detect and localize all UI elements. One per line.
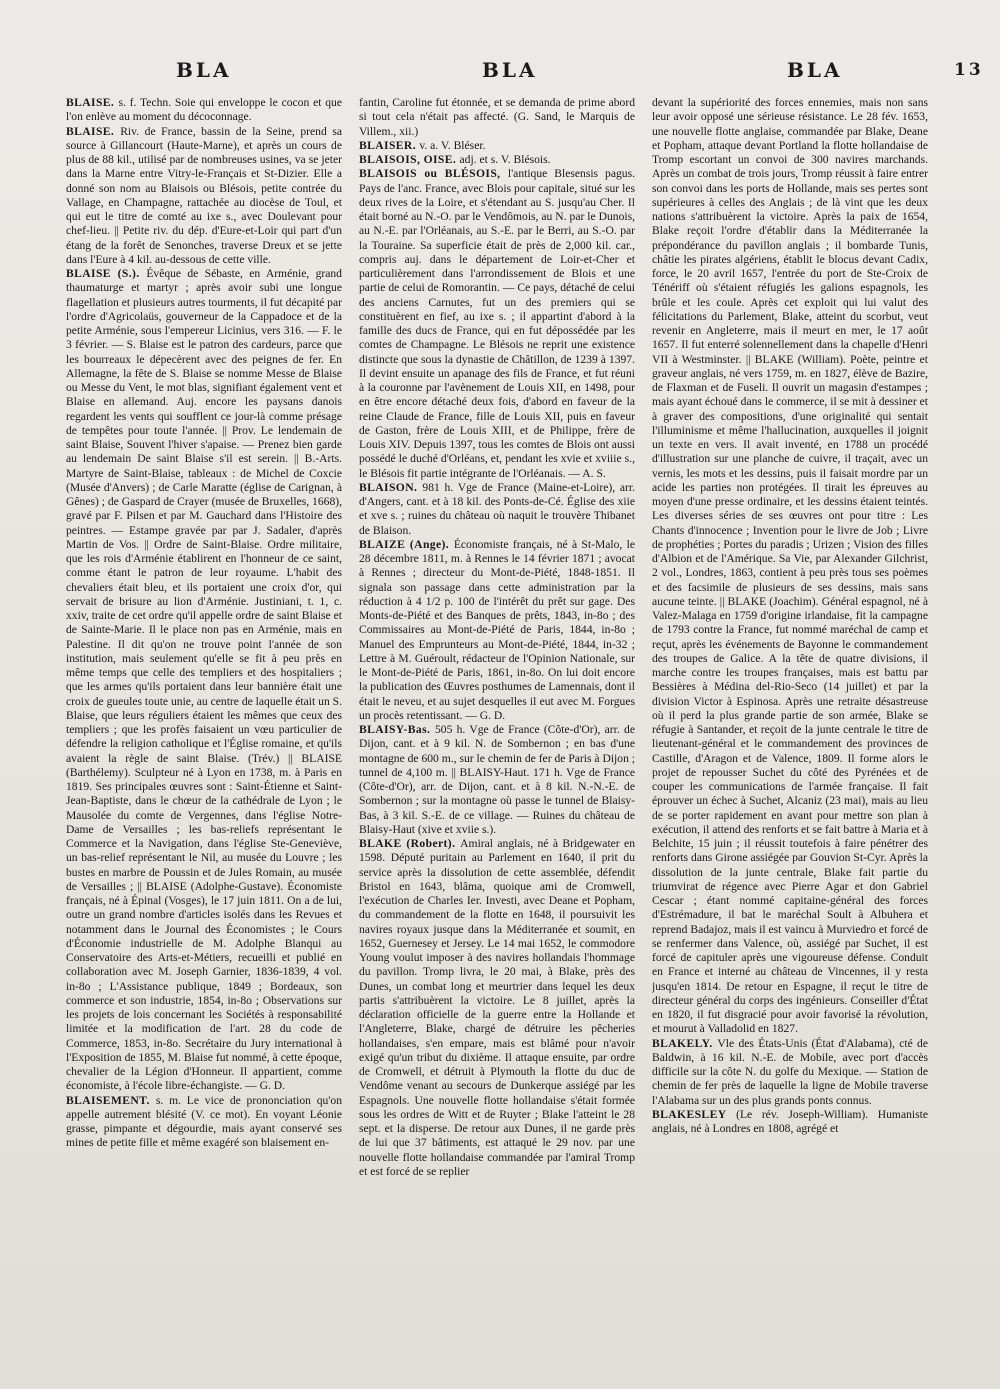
entry-text: Évêque de Sébaste, en Arménie, grand thaumaturge et martyr ; après avoir subi une longue flagellation et plusieurs autres tourments, il fut décapité par l'ordre d'Agricolaüs, gouverneur de la Cappadoce et de la petite Arménie, sous l'empereur Licinius, vers 316. — F. le 3 février. — S. Blaise est le patron des cardeurs, parce que les bourreaux le dépecèrent avec des peignes de fer. En Allemagne, la fête de S. Blaise se nomme Messe de Blaise ou Messe du Vent, le mot blas, signifiant également vent et Blaise en allemand. Auj. encore les paysans danois regardent les vents qui soufflent ce jour-là comme présage de tempêtes pour toute l'année. || Prov. Le lendemain de saint Blaise, Souvent l'hiver s'apaise. — Prenez bien garde au lendemain De saint Blaise s'il est serein. || B.-Arts. Martyre de Saint-Blaise, tableaux : de Michel de Coxcie (Musée d'Anvers) ; de Carle Maratte (église de Carignan, à Gênes) ; de Gaspard de Crayer (musée de Bruxelles, 1668), gravé par F. Pilsen et par M. Gauchard dans l'Histoire des peintres. — Estampe gravée par par J. Sadaler, d'après Martin de Vos. || Ordre de Saint-Blaise. Ordre militaire, que les rois d'Arménie établirent en l'honneur de ce saint, comme étant le patron de leur royaume. L'habit des chevaliers était bleu, et ils portaient une croix d'or, qui servait de brisure au lion d'Arménie. Justiniani, t. 1, c. xxiv, traite de cet ordre qu'il appelle ordre de saint Blaise et de Sainte-Marie. Il le place non pas en Arménie, mais en Palestine. Il dit qu'on ne trouve point l'année de son institution, mais seulement qu'elle se fit à peu près en même temps que celle des templiers et des hospitaliers ; que les armes qu'ils portaient dans leur bannière était une croix de gueules toute unie, au centre de laquelle était un S. Blaise, que leurs réguliers étaient les mêmes que ceux des templiers ; que les profès faisaient un vœu particulier de défendre la religion catholique et l'Église romaine, et qu'ils avaient la règle de saint Blaise. (Trév.) || BLAISE (Barthélemy). Sculpteur né à Lyon en 1738, m. à Paris en 1819. Ses principales œuvres sont : Saint-Étienne et Saint-Jean-Baptiste, dans le chœur de la cathédrale de Lyon ; le Mausolée du comte de Vergennes, dans l'église Notre-Dame de Versailles ; les bas-reliefs représentant le Commerce et la Navigation, dans l'église Ste-Geneviève, un bas-relief représentant le Nil, au musée du Louvre ; les bustes en marbre de Poussin et de Jules Romain, au musée de Versailles ; || BLAISE (Adolphe-Gustave). Économiste français, né à Épinal (Vosges), le 17 juin 1811. On a de lui, outre un grand nombre d'articles isolés dans les Revues et notamment dans le Journal des Économistes ; le Cours d'Économie industrielle de M. Adolphe Blanqui au Conservatoire des Arts-et-Métiers, recueilli et publié en collaboration avec M. Joseph Garnier, 1836-1839, 4 vol. in-8o ; L'Assistance publique, 1849 ; Bordeaux, son commerce et son industrie, 1854, in-8o ; Observations sur les projets de lois concernant les Sociétés à responsabilité limitée et la modification de l'art. 28 du code de Commerce, 1853, in-8o. Secrétaire du Jury international à l'Exposition de 1855, M. Blaise fut nommé, à cette époque, chevalier de la Légion d'Honneur. Il appartient, comme économiste, à l'école libre-échangiste. — G. D. xyxy=(66,267,342,1093)
entry-text: l'antique Blesensis pagus. Pays de l'anc. France, avec Blois pour capitale, situé sur les deux rives de la Loire, et s'étendant au S. jusqu'au Cher. Il était borné au N.-O. par le Vendômois, au N. par le Dunois, au N.-E. par l'Orléanais, au S.-E. par le Berri, au S.-O. par la Touraine. Sa superficie était de près de 2,000 kil. car., compris auj. dans le département de Loir-et-Cher et particulièrement dans l'arrondissement de Blois et une partie de celui de Romorantin. — Ce pays, détaché de celui des anciens Carnutes, fut un des premiers qui se constituèrent en fief, au ixe s. ; il appartint d'abord à la famille des ducs de France, qui en fut dépossédée par les comtes de Champagne. Le Blésois ne reprit une existence distincte que sous la dynastie de Châtillon, de 1239 à 1397. Il devint ensuite un apanage des fils de France, et fut réuni à la couronne par l'avènement de Louis XII, en 1498, pour en être encore détaché deux fois, d'abord en faveur de la reine Claude de France, fille de Louis XII, puis en faveur de Gaston, frère de Louis XIII, et de Philippe, frère de Louis XIV. Depuis 1397, tous les comtes de Blois ont aussi possédé le duché d'Orléans, et, pendant les xvie et xviiie s., le Blésois fit partie intégrante de l'Orléanais. — A. S. xyxy=(359,167,635,480)
entry-text: Riv. de France, bassin de la Seine, prend sa source à Gillancourt (Haute-Marne), et après un cours de plus de 88 kil., utilisé par de nombreuses usines, va se jeter dans la Marne entre Vitry-le-Français et St-Dizier. Elle a donné son nom au Blaisois ou Blésois, petite contrée du Vallage, en Champagne, rattachée au diocèse de Toul, et qui eut le titre de comté au ixe s., avec Doulevant pour chef-lieu. || Petite riv. du dép. d'Eure-et-Loir qui part d'un étang de la forêt de Senonches, traverse Dreux et se jette dans l'Eure à 4 kil. au-dessous de cette ville. xyxy=(66,124,342,266)
entry-headword: BLAISEMENT. xyxy=(66,1093,150,1107)
text-column-left xyxy=(66,96,342,1346)
dictionary-entry xyxy=(66,125,342,268)
entry-text: Économiste français, né à St-Malo, le 28 décembre 1811, m. à Rennes le 14 février 1871 ; avocat à Rennes ; directeur du Mont-de-Piété, 1848-1851. Il signala son passage dans cette administration par la réduction à 4 1/2 p. 100 de l'intérêt du prêt sur gage. Des Monts-de-Piété et des Banques de prêts, 1843, in-8o ; des Commissaires au Mont-de-Piété de Paris, 1844, in-8o ; Manuel des Emprunteurs au Mont-de-Piété, 1844, in-32 ; Lettre à M. Guéroult, rédacteur de l'Opinion Nationale, sur le Mont-de-Piété de Paris, 1861, in-8o. On lui doit encore la publication des Œuvres posthumes de Lamennais, dont il était le neveu, et au sujet desquelles il eut avec M. Forgues un procès retentissant. — G. D. xyxy=(359,537,635,722)
entry-text: s. m. Le vice de prononciation qu'on appelle autrement blésité (V. ce mot). En voyant Léonie grasse, pimpante et dégourdie, mais ayant conservé ses mines de petite fille et même exagéré son blaisement en- xyxy=(66,1093,342,1150)
dictionary-entry xyxy=(359,167,635,481)
dictionary-entry-continued xyxy=(652,96,928,1037)
entry-headword: BLAISE. xyxy=(66,124,115,138)
entry-headword: BLAKELY. xyxy=(652,1036,713,1050)
entry-text: Vle des États-Unis (État d'Alabama), cté de Baldwin, à 16 kil. N.-E. de Mobile, avec port d'accès difficile sur la côte N. du golfe du Mexique. — Station de chemin de fer près de laquelle la ligne de Mobile traverse l'Alabama sur un des plus grands ponts connus. xyxy=(652,1036,928,1107)
dictionary-entry xyxy=(359,837,635,1179)
header-guide-word-center: BLA xyxy=(482,58,538,82)
text-column-middle xyxy=(359,96,635,1346)
entry-text: adj. et s. V. Blésois. xyxy=(459,153,551,166)
entry-text: v. a. V. Bléser. xyxy=(419,138,486,152)
entry-text: (Le rév. Joseph-William). Humaniste anglais, né à Londres en 1808, agrégé et xyxy=(652,1107,928,1135)
entry-headword: BLAKESLEY xyxy=(652,1107,727,1121)
header-guide-word-right: BLA xyxy=(787,58,843,82)
text-column-right xyxy=(652,96,928,1346)
entry-text: Amiral anglais, né à Bridgewater en 1598. Député puritain au Parlement en 1640, il prit du service après la dissolution de cette assemblée, défendit Bristol en 1643, blâma, quoique ami de Cromwell, l'exécution de Charles Ier. Investi, avec Deane et Popham, du commandement de la flotte en 1648, il poursuivit les navires royaux jusque dans la Méditerranée et soumit, en 1652, Guernesey et Jersey. Le 14 mai 1652, le commodore Young voulut imposer à des navires hollandais l'hommage du pavillon. Tromp livra, le 20 mai, à Blake, près des Dunes, un combat long et meurtrier dans lequel les deux partis s'attribuèrent la victoire. Le 8 juillet, après la déclaration officielle de la guerre entre la Hollande et l'Angleterre, Blake, chargé de détruire les pêcheries hollandaises, s'en empare, mais est blâmé pour n'avoir exigé qu'un tribut du dixième. Il attaque ensuite, par ordre de Cromwell, et détruit à Plymouth la flotte du duc de Vendôme venant au secours de Dunkerque assiégé par les Espagnols. Une nouvelle flotte hollandaise s'était formée sous les ordres de Witt et de Ruyter ; Blake l'atteint le 28 sept. et la disperse. De retour aux Dunes, il ne garde près de lui que 37 bâtiments, est attaqué le 29 nov. par une nouvelle flotte hollandaise commandée par l'amiral Tromp et est forcé de se replier xyxy=(359,837,635,1178)
running-header xyxy=(0,58,1000,88)
entry-headword: BLAISOIS ou BLÉSOIS, xyxy=(359,167,501,181)
entry-text: 981 h. Vge de France (Maine-et-Loire), arr. d'Angers, cant. et à 18 kil. des Ponts-de-Cé. Église des xiie et xve s. ; ruines du château où naquit le trouvère Thibanet de Blaison. xyxy=(359,480,635,537)
entry-headword: BLAIZE (Ange). xyxy=(359,537,450,551)
entry-headword: BLAISE. xyxy=(66,96,115,109)
entry-headword: BLAISER. xyxy=(359,138,417,152)
dictionary-entry xyxy=(359,538,635,723)
dictionary-entry xyxy=(359,481,635,538)
dictionary-entry xyxy=(652,1037,928,1108)
entry-text: fantin, Caroline fut étonnée, et se demanda de prime abord si tout cela n'était pas affecté. (G. Sand, le Marquis de Villem., xii.) xyxy=(359,96,635,138)
dictionary-entry-continued xyxy=(359,96,635,139)
entry-text: s. f. Techn. Soie qui enveloppe le cocon et que l'on enlève au moment du décoconnage. xyxy=(66,96,342,124)
dictionary-entry xyxy=(66,267,342,1094)
header-guide-word-left: BLA xyxy=(176,58,232,82)
entry-headword: BLAKE (Robert). xyxy=(359,837,456,850)
entry-headword: BLAISON. xyxy=(359,480,418,494)
dictionary-entry xyxy=(66,1094,342,1151)
dictionary-entry xyxy=(66,96,342,125)
entry-text: devant la supériorité des forces ennemies, mais non sans leur avoir opposé une sérieuse résistance. Le 28 fév. 1653, une nouvelle flotte anglaise, commandée par Blake, Deane et Popham, attaque devant Portland la flotte hollandaise de Tromp escortant un convoi de 300 navires marchands. Après un combat de trois jours, Tromp réussit à faire entrer son convoi dans les ports de Hollande, mais ses pertes sont supérieures à celles des Anglais ; de là vint que les deux nations s'attribuèrent la victoire. Après la paix de 1654, Blake reçoit l'ordre d'établir dans la Méditerranée la prépondérance du pavillon anglais ; il bombarde Tunis, châtie les pirates algériens, établit le blocus devant Cadix, force, le 20 avril 1657, l'entrée du port de Ste-Croix de Ténériff où s'étaient réfugiés les galions espagnols, les brûle et les coule. Après cet exploit qui lui valut des félicitations du Parlement, Blake, atteint du scorbut, veut revenir en Angleterre, mais il meurt en mer, le 17 août 1657. Il fut enterré solennellement dans la chapelle d'Henri VII à Westminster. || BLAKE (William). Poète, peintre et graveur anglais, né vers 1759, m. en 1827, élève de Bazire, de Flaxman et de Fuseli. Il ouvrit un magasin d'estampes ; mais ayant échoué dans le commerce, il se mit à dessiner et à graver des compositions, d'une originalité qui sentait l'illuminisme et même l'hallucination, auxquelles il joignit un texte en vers. Il avait inventé, en 1788 un procédé d'illustration sur une planche de cuivre, il traçait, avec un vernis, les mots et les dessins, puis il faisait mordre par un acide les parties non protégées. Il tirait les épreuves au moyen d'une presse ordinaire, et les dessins étaient teintés. Les diverses séries de ses œuvres ont pour titre : Les Chants d'innocence ; Invention pour le livre de Job ; Livre de prophéties ; Portes du paradis ; Urizen ; Vision des filles d'Albion et de l'Amérique. Sa Vie, par Alexander Gilchrist, 2 vol., Londres, 1863, contient à peu près tous ses poèmes et des facsimile de plusieurs de ses dessins, mais sans aucune teinte. || BLAKE (Joachim). Général espagnol, né à Valez-Malaga en 1759 d'origine irlandaise, fit la campagne de 1793 contre la France, fut nommé maréchal de camp et reçut, après les événements de Bayonne le commandement des troupes de Galice. A la tête de quatre divisions, il marche contre les troupes françaises, mais est battu par Bessières à Médina del-Rio-Seco (14 juillet) et par la division Victor à Espinosa. Après une retraite désastreuse où il perd la plus grande partie de son armée, Blake se réfugie à Santander, et reçoit de la junte centrale le titre de lieutenant-général et le commandement des provinces de Castille, d'Aragon et de Valence, 1809. Il forme alors le projet de repousser Suchet du côté des Pyrénées et de couper les communications de l'armée française. Il fait éprouver un échec à Suchet, Alcaniz (23 mai), mais au lieu de se porter rapidement en avant pour mettre son plan à exécution, il attend des renforts et se fait battre à Maria et à Belchite, 15 juin ; il réussit toutefois à faire pénétrer des renforts dans Girone assiégée par Gouvion St-Cyr. Après la dissolution de la junte centrale, Blake fait partie du triumvirat de régence avec Pierre Agar et don Gabriel Cescar ; étant nommé capitaine-général des forces d'Estrémadure, il bat le maréchal Soult à Albuhera et reprend Badajoz, mais il est vaincu à Murviedro et forcé de se renfermer dans Valence, où, assiégé par Suchet, il est forcé de capituler après une vigoureuse défense. Conduit en France et interné au château de Vincennes, il y resta jusqu'en 1814. De retour en Espagne, il reçut le titre de directeur général du corps des ingénieurs. Conseiller d'État en 1820, il fut disgracié pour avoir favorisé la révolution, et mourut à Valladolid en 1827. xyxy=(652,96,928,1036)
dictionary-entry xyxy=(359,723,635,837)
entry-headword: BLAISY-Bas. xyxy=(359,723,431,736)
dictionary-entry xyxy=(359,139,635,153)
dictionary-entry xyxy=(652,1108,928,1137)
dictionary-entry xyxy=(359,153,635,167)
entry-headword: BLAISOIS, OISE. xyxy=(359,153,457,166)
page-number: 13 xyxy=(954,60,984,80)
entry-text: 505 h. Vge de France (Côte-d'Or), arr. de Dijon, cant. et à 9 kil. N. de Sombernon ; en bas d'une montagne de 600 m., sur le chemin de fer de Paris à Dijon ; tunnel de 4,100 m. || BLAISY-Haut. 171 h. Vge de France (Côte-d'Or), arr. de Dijon, cant. et à 8 kil. N.-N.-E. de Sombernon ; sur la montagne où passe le tunnel de Blaisy-Bas, à 3 kil. S.-E. de ce village. — Ruines du château de Blaisy-Haut (xive et xviie s.). xyxy=(359,723,635,836)
entry-headword: BLAISE (S.). xyxy=(66,267,140,280)
